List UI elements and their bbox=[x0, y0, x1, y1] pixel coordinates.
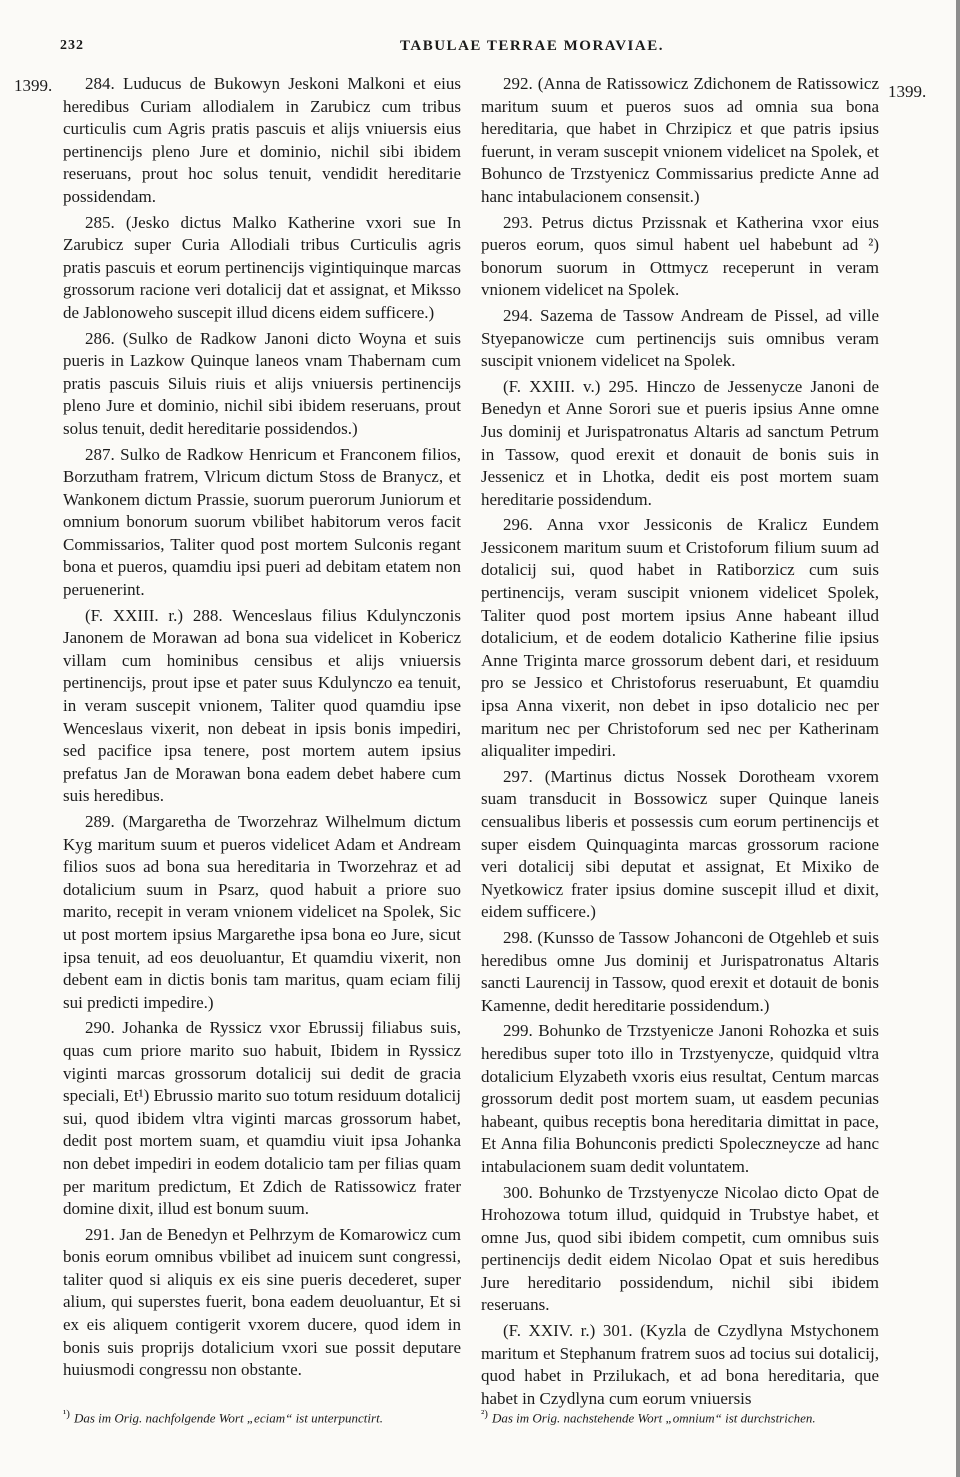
entry-number: 292. bbox=[503, 74, 533, 93]
entry-text: (Martinus dictus Nossek Dorotheam vxorem suam transducit in Bossowicz super Quinque laneis censualibus liberis et possessis cum eorum pertinencijs et super eisdem Quinquaginta marcas grossorum racione veri dotalicij sibi deputat et assignat, Et Mixiko de Nyetkowicz frater ipsius domine suscepit illud et dixit, eidem sufficere.) bbox=[481, 766, 879, 922]
entry-text: (Jesko dictus Malko Katherine vxori sue In Zarubicz super Curia Allodiali tribus Curticulis agris pratis pascuis et eorum pertinencijs vigintiquinque marcas grossorum racione veri dotalicij dat et assignat, et Miksso de Jablonoweho suscepit illud dicens eidem sufficere.) bbox=[63, 212, 461, 322]
entry-paragraph bbox=[63, 212, 461, 325]
left-column bbox=[63, 73, 461, 1385]
entry-number: 288. bbox=[192, 605, 223, 625]
entry-text: Sulko de Radkow Henricum et Franconem filios, Borzutham fratrem, Vlricum dictum Stoss de Branycz, et Wankonem dictum Prassie, suorum puerorum Juniorum et omnium bonorum suorum vbilibet habitorum veros facit Commissarios, Taliter quod post mortem Sulconis regant bona et pueros, quamdiu ipsi pueri ad debitam etatem non peruenerint. bbox=[63, 444, 461, 600]
entry-number: 287. bbox=[85, 444, 115, 464]
page-header bbox=[60, 38, 930, 62]
entry-number: 299. bbox=[503, 1021, 533, 1041]
entry-number: 290. bbox=[85, 1018, 115, 1038]
entry-paragraph bbox=[481, 766, 879, 924]
entry-text: Jan de Benedyn et Pelhrzym de Komarowicz cum bonis eorum omnibus vbilibet ad inuicem sunt congressi, taliter quod si aliquis ex eis sine pueris decederet, super alium, qui superstes fuerit, bona eadem deuoluantur, Et si ex eis aliquem contigerit vxorem ducere, quod idem in bonis suis proprijs dotalicium vxori sue possit deputare huiusmodi congressu non obstante. bbox=[63, 1224, 462, 1380]
entry-paragraph bbox=[481, 1182, 879, 1318]
entry-number: 286. bbox=[85, 328, 115, 348]
folio-reference: (F. XXIII. v.) bbox=[503, 376, 601, 396]
entry-number: 285. bbox=[85, 212, 115, 232]
entry-paragraph bbox=[481, 212, 879, 302]
footnote-text: Das im Orig. nachstehende Wort „omnium“ ist durchstrichen. bbox=[491, 1410, 816, 1426]
entry-paragraph bbox=[63, 605, 461, 808]
entry-paragraph bbox=[481, 376, 879, 512]
margin-year-left: 1399. bbox=[14, 76, 53, 95]
entry-text: (Margaretha de Tworzehraz Wilhelmum dictum Kyg maritum suum et pueros videlicet Adam et Andream filios suos ad bona sua hereditaria in Tworzehraz et ad dotalicium suum in Psarz, quod habuit a priore suo marito, recepit in veram vnionem videlicet na Spolek, Sic ut post mortem ipsius Margarethe ipsa bona eo Jure, sicut ipsa tenuit, ad eos deuoluantur, Et quamdiu vixerit, non debent eam in dictis bonis tam maritus, quam eciam filij sui predicti impedire.) bbox=[63, 812, 461, 1012]
entry-paragraph bbox=[63, 73, 461, 209]
entry-text: (Kunsso de Tassow Johanconi de Otgehleb et suis heredibus omne Jus dominij et Jurispatronatus Altaris sancti Laurencij in Tassow, quod erexit et dotauit de bonis Kamenne, dedit hereditarie possidendum.) bbox=[481, 927, 880, 1015]
entry-paragraph bbox=[481, 1320, 879, 1410]
page-edge-shadow bbox=[956, 0, 960, 1477]
page-number: 232 bbox=[60, 38, 84, 53]
entry-number: 295. bbox=[608, 376, 639, 396]
entry-paragraph bbox=[481, 927, 879, 1017]
entry-number: 296. bbox=[503, 515, 533, 535]
entry-number: 297. bbox=[503, 766, 533, 786]
entry-text: Bohunko de Trzstyenicze Janoni Rohozka et suis heredibus super toto illo in Trzstyenycze, quidquid vltra dotalicium Elyzabeth vxoris eius resultat, Centum marcas grossorum dedit post mortem suam, ut easdem pecunias habeant, quibus receptis bona hereditaria dimittat in pace, Et Anna filia Bohunconis predicti Spoleczneycze ad hanc intabulacionem suam dedit voluntatem. bbox=[481, 1021, 879, 1176]
footnote-marker: ²) bbox=[481, 1408, 488, 1420]
entry-text: Luducus de Bukowyn Jeskoni Malkoni et eius heredibus Curiam allodialem in Zarubicz cum tribus curticulis cum Agris pratis pascuis et alijs vniuersis eius pertinencijs pleno Jure et dominio, nichil sibi ibidem reseruans, prout hoc solus tenuit, vendidit hereditarie possidendam. bbox=[63, 74, 462, 206]
entry-number: 301. bbox=[602, 1321, 633, 1341]
footnote-marker: ¹) bbox=[63, 1408, 70, 1420]
folio-reference: (F. XXIII. r.) bbox=[85, 605, 184, 625]
entry-paragraph bbox=[481, 73, 879, 209]
entry-paragraph bbox=[63, 1017, 461, 1220]
entry-paragraph bbox=[481, 1020, 879, 1178]
entry-text: Johanka de Ryssicz vxor Ebrussij filiabus suis, quas cum priore marito suo habuit, Ibidem in Ryssicz viginti marcas grossorum dotalicij sui dedit de gracia speciali, Et¹) Ebrussio marito suo totum residuum dotalicij sui, quod ibidem vltra viginti marcas grossorum habet, dedit post mortem suam, et quamdiu viuit ipsa Johanka non debet impediri in eodem dotalicio tam per filias quam per maritum predictum, Et Zdich de Ratissowicz frater domine dixit, illud est bonum suum. bbox=[63, 1018, 461, 1219]
footnote-text: Das im Orig. nachfolgende Wort „eciam“ ist unterpunctirt. bbox=[73, 1410, 383, 1426]
entry-number: 291. bbox=[85, 1224, 115, 1244]
entry-text: Wenceslaus filius Kdulynczonis Janonem de Morawan ad bona sua videlicet in Kobericz villam cum hominibus censibus et alijs vniuersis pertinencijs, prout ipse et pater suus Kdulynczo ea tenuit, in veram suscepit vnionem, Taliter quod quamdiu ipse Wenceslaus vixerit, non debeat in ipsis bonis impediri, sed pacifice ipsa tenere, post mortem autem ipsius prefatus Jan de Morawan bona eadem debet habere cum suis heredibus. bbox=[63, 605, 461, 806]
entry-text: Hinczo de Jessenycze Janoni de Benedyn et Anne Sorori sue et pueris ipsius Anne omne Jus dominij et Jurispatronatus Altaris ad sanctum Petrum in Tassow, quod erexit et donauit de bonis suis in Jessenicz et in Lhotka, dedit eis post mortem suam hereditarie possidendum. bbox=[481, 376, 879, 509]
entry-paragraph bbox=[63, 444, 461, 602]
entry-text: Anna vxor Jessiconis de Kralicz Eundem Jessiconem maritum suum et Cristoforum filium suum ad dotalicij sui, quod habet in Ratiborzicz cum suis pertinencijs, veram suscipit vnionem videlicet Spolek, Taliter quod post mortem ipsius Anne habeant illud dotalicium, et de eodem dotalicio Katherine filie ipsius Anne Triginta marce grossorum debent dari, et residuum pro se Jessico et Christoforus reseruabunt, Et quamdiu ipsa Anna vixerit, non debet in ipso dotalicio nec per maritum nec per Christoforum sed nec per Katherinam aliqualiter impediri. bbox=[481, 515, 880, 761]
entry-paragraph bbox=[481, 514, 879, 763]
footnote-right bbox=[481, 1405, 871, 1427]
entry-text: Petrus dictus Przissnak et Katherina vxor eius pueros eorum, quos simul habent uel habebunt ad ²) bonorum suorum in Ottmycz receperunt in veram vnionem videlicet na Spolek. bbox=[481, 212, 879, 300]
entry-number: 294. bbox=[503, 305, 533, 325]
footnote-left bbox=[63, 1405, 443, 1427]
entry-number: 293. bbox=[503, 212, 533, 232]
entry-text: (Anna de Ratissowicz Zdichonem de Ratissowicz maritum suum et pueros suos ad omnia sua bona hereditaria, que habet in Chrzipicz et que patris ipsius fuerunt, in veram suscepit vnionem videlicet na Spolek, et Bohunco de Trzstyenicz Commissarius predicte Anne ad hanc intabulacionem consensit.) bbox=[481, 74, 879, 206]
entry-paragraph bbox=[63, 811, 461, 1014]
entry-paragraph bbox=[481, 305, 879, 373]
entry-number: 300. bbox=[503, 1182, 533, 1202]
right-column bbox=[481, 73, 879, 1413]
margin-year-right: 1399. bbox=[888, 82, 927, 101]
entry-text: Sazema de Tassow Andream de Pissel, ad ville Styepanowicze cum pertinencijs suis omnibus veram suscipit vnionem videlicet na Spolek. bbox=[481, 305, 879, 371]
folio-reference: (F. XXIV. r.) bbox=[503, 1321, 596, 1341]
running-title: TABULAE TERRAE MORAVIAE. bbox=[400, 38, 664, 54]
entry-paragraph bbox=[63, 1224, 461, 1382]
entry-text: (Kyzla de Czydlyna Mstychonem maritum et Stephanum fratrem suos ad tocius sui dotalicij, quod habet in Przilukach, et ad bona hereditaria, que habet in Czydlyna cum eorum vniuersis bbox=[481, 1321, 879, 1408]
entry-number: 298. bbox=[503, 927, 533, 947]
entry-number: 284. bbox=[85, 74, 115, 93]
entry-text: (Sulko de Radkow Janoni dicto Woyna et suis pueris in Lazkow Quinque laneos vnam Thabernam cum pratis pascuis Siluis riuis et alijs vniuersis pertinencijs pleno Jure et dominio, nichil sibi ibidem reseruans, prout solus tenuit, dedit hereditarie possidendos.) bbox=[63, 328, 461, 438]
entry-paragraph bbox=[63, 328, 461, 441]
entry-text: Bohunko de Trzstyenycze Nicolao dicto Opat de Hrohozowa totum illud, quidquid in Trubstye habet, et omne Jus, quod sibi ibidem competit, cum omnibus suis pertinencijs dedit eidem Nicolao Opat et suis heredibus Jure hereditario possidendum, nichil sibi ibidem reseruans. bbox=[481, 1182, 880, 1315]
entry-number: 289. bbox=[85, 812, 115, 831]
